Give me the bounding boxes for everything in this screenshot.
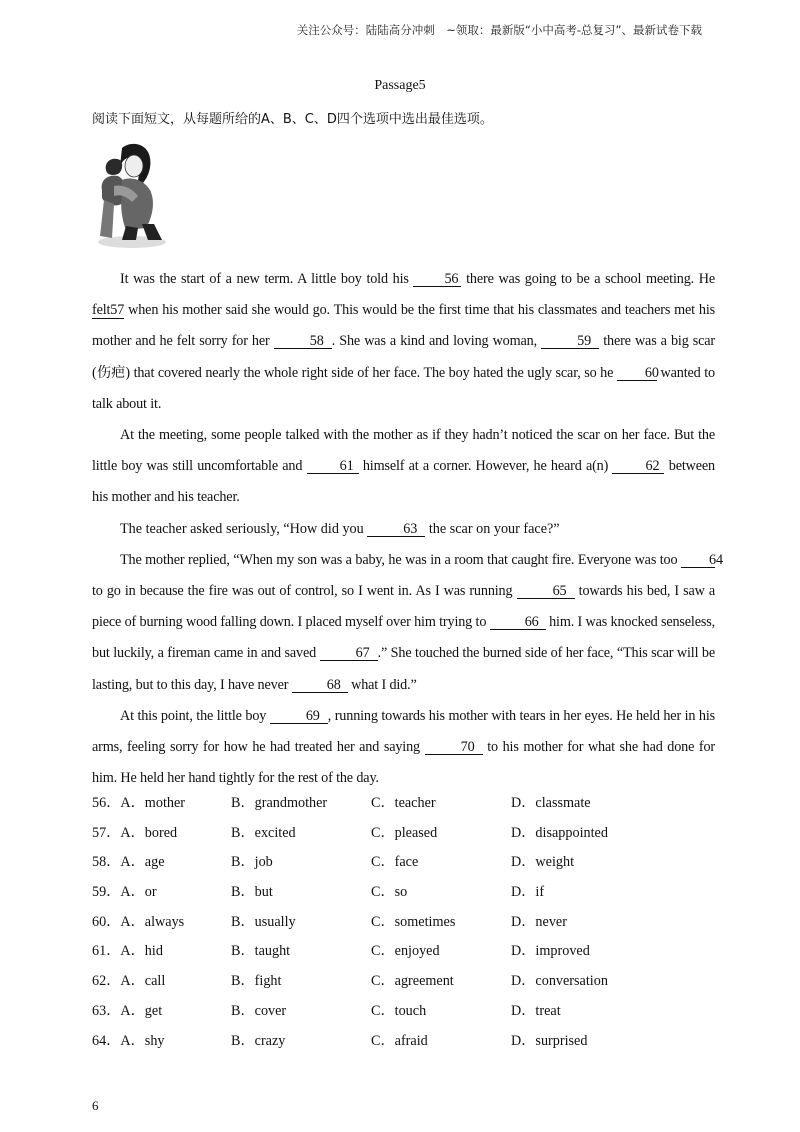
mother-child-illustration <box>92 140 170 250</box>
page-number: 6 <box>92 1098 99 1113</box>
paragraph-5 <box>92 701 715 795</box>
option-b: B．excited <box>231 824 296 841</box>
option-row-59 <box>92 882 712 912</box>
underlined-felt57: felt57 <box>92 302 125 319</box>
option-b: B．crazy <box>231 1032 286 1049</box>
text: It was the start of a new term. A little boy told his <box>120 271 414 287</box>
blank-61: 61 <box>307 459 359 474</box>
option-row-60 <box>92 912 712 942</box>
option-c: C．afraid <box>371 1032 428 1049</box>
option-row-62 <box>92 971 712 1001</box>
option-row-57 <box>92 823 712 853</box>
text: what I did.” <box>347 676 417 693</box>
option-row-63 <box>92 1001 712 1031</box>
text: The mother replied, “When my son was a baby, he was in a room that caught fire. Everyone was too <box>120 551 681 568</box>
blank-64: 64 <box>681 553 715 568</box>
blank-60: 60 <box>617 366 657 381</box>
option-d: D．disappointed <box>511 824 608 841</box>
text: to his mother for what she had done for him. He held her hand tightly for the rest of the day. <box>92 739 715 787</box>
option-a: 56．A．mother <box>92 795 185 811</box>
text: when his mother said she would go. This would be the first time that his classmates and teachers met his mother and he felt sorry for her <box>92 302 715 350</box>
option-c: C．agreement <box>371 973 454 990</box>
blank-65: 65 <box>517 584 575 599</box>
text: . She was a kind and loving woman, <box>331 333 542 350</box>
option-d: D．surprised <box>511 1032 588 1049</box>
option-c: C．touch <box>371 1002 427 1019</box>
text: the scar on your face?” <box>425 520 560 537</box>
text: to go in because the fire was out of control, so I went in. As I was running <box>92 583 517 600</box>
blank-59: 59 <box>541 334 599 349</box>
text: At the meeting, some people talked with the mother as if they hadn’t noticed the scar on her face. But the little boy was still uncomfortable and <box>92 427 715 475</box>
option-a: 61．A．hid <box>92 943 163 960</box>
passage-title: Passage5 <box>374 78 426 93</box>
option-d: D．weight <box>511 854 575 871</box>
option-c: C．teacher <box>371 795 436 811</box>
header-note: 关注公众号：陆陆高分冲刺 ~领取：最新版“小中高考-总复习”、最新试卷下载 <box>296 23 702 37</box>
answer-options <box>92 793 712 1060</box>
option-d: D．treat <box>511 1002 561 1019</box>
option-c: C．sometimes <box>371 913 456 930</box>
option-a: 59．A．or <box>92 884 157 901</box>
option-a: 63．A．get <box>92 1002 163 1019</box>
text: wanted to talk about it. <box>92 364 715 412</box>
blank-66: 66 <box>490 615 546 630</box>
text: him. I was knocked senseless, but luckily, a fireman came in and saved <box>92 614 716 662</box>
blank-56: 56 <box>413 272 461 287</box>
option-a: 57．A．bored <box>92 824 178 841</box>
option-a: 62．A．call <box>92 973 166 990</box>
text: himself at a corner. However, he heard a(n) <box>358 458 613 475</box>
option-b: B．cover <box>231 1002 287 1019</box>
option-b: B．job <box>231 854 273 871</box>
blank-62: 62 <box>612 459 664 474</box>
option-d: D．if <box>511 884 545 901</box>
text: there was a big scar (伤疤) that covered nearly the whole right side of her face. The boy hated the ugly scar, so he <box>92 333 715 381</box>
blank-67: 67 <box>320 646 378 661</box>
passage-body <box>92 264 723 794</box>
option-row-64 <box>92 1031 712 1061</box>
option-c: C．so <box>371 884 408 901</box>
blank-68: 68 <box>292 678 348 693</box>
option-a: 60．A．always <box>92 913 185 930</box>
text: between his mother and his teacher. <box>92 458 715 506</box>
option-row-56 <box>92 793 712 823</box>
blank-58: 58 <box>274 334 332 349</box>
option-b: B．usually <box>231 913 296 930</box>
option-b: B．fight <box>231 973 282 990</box>
blank-69: 69 <box>270 709 328 724</box>
instructions: 阅读下面短文，从每题所给的A、B、C、D四个选项中选出最佳选项。 <box>92 112 493 127</box>
paragraph-1 <box>92 264 715 420</box>
option-d: D．classmate <box>511 795 591 811</box>
text: towards his bed, I saw a piece of burning wood falling down. I placed myself over him trying to <box>92 583 715 631</box>
option-d: D．improved <box>511 943 590 960</box>
text: The teacher asked seriously, “How did you <box>120 520 368 537</box>
option-c: C．face <box>371 854 419 871</box>
text: there was going to be a school meeting. He <box>461 271 715 287</box>
text: .” She touched the burned side of her face, “This scar will be lasting, but to this day, I have never <box>92 645 715 693</box>
option-b: B．but <box>231 884 273 901</box>
option-c: C．enjoyed <box>371 943 440 960</box>
blank-70: 70 <box>425 740 483 755</box>
option-a: 64．A．shy <box>92 1032 165 1049</box>
option-row-61 <box>92 941 712 971</box>
option-b: B．taught <box>231 943 291 960</box>
option-c: C．pleased <box>371 824 438 841</box>
paragraph-4 <box>92 545 723 701</box>
text: , running towards his mother with tears in her eyes. He held her in his arms, feeling sorry for how he had treated her and saying <box>92 707 715 756</box>
option-d: D．conversation <box>511 973 608 990</box>
option-b: B．grandmother <box>231 795 328 811</box>
option-a: 58．A．age <box>92 854 165 871</box>
option-d: D．never <box>511 913 567 930</box>
paragraph-2 <box>92 420 715 514</box>
text: At this point, the little boy <box>120 707 270 724</box>
option-row-58 <box>92 852 712 882</box>
blank-63: 63 <box>367 522 425 537</box>
paragraph-3 <box>92 514 715 545</box>
